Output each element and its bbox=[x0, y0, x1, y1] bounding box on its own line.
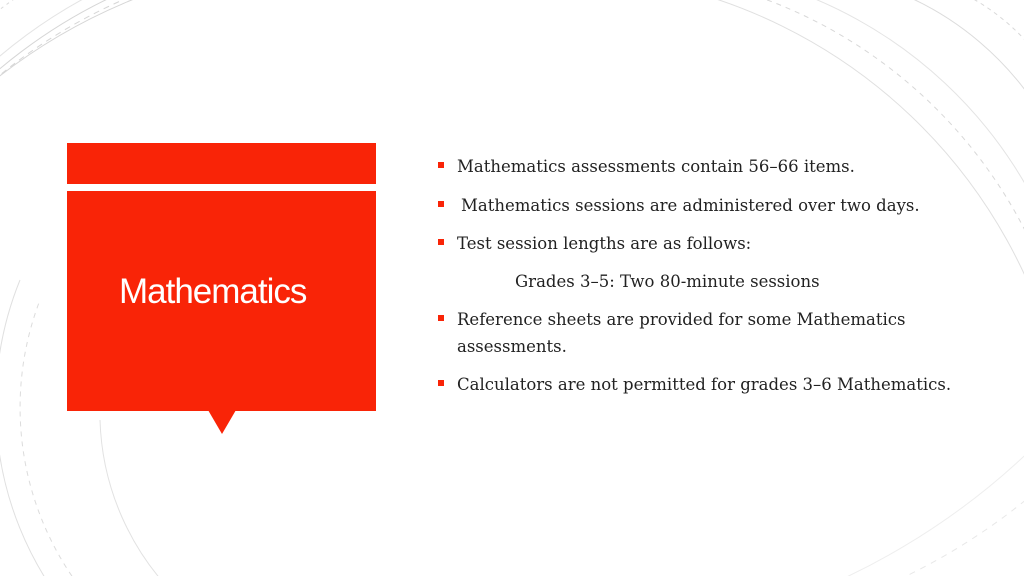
square-bullet-icon bbox=[438, 315, 444, 321]
square-bullet-icon bbox=[438, 239, 444, 245]
square-bullet-icon bbox=[438, 162, 444, 168]
list-item bbox=[438, 192, 958, 219]
title-box bbox=[67, 191, 376, 411]
square-bullet-icon bbox=[438, 201, 444, 207]
list-item bbox=[438, 306, 958, 360]
title-pointer-icon bbox=[208, 410, 236, 434]
list-item-text: Test session lengths are as follows: bbox=[457, 234, 752, 253]
list-item bbox=[438, 153, 958, 180]
list-item-text: Mathematics sessions are administered over two days. bbox=[461, 196, 920, 215]
list-item-text: Mathematics assessments contain 56–66 items. bbox=[457, 157, 855, 176]
list-item bbox=[438, 230, 958, 257]
slide-title: Mathematics bbox=[119, 272, 307, 311]
list-item bbox=[438, 371, 958, 398]
list-item-text: Calculators are not permitted for grades 3–6 Mathematics. bbox=[457, 375, 952, 394]
square-bullet-icon bbox=[438, 380, 444, 386]
sub-item-grades: Grades 3–5: Two 80-minute sessions bbox=[515, 272, 820, 291]
list-item-text: Reference sheets are provided for some Mathematics assessments. bbox=[457, 310, 906, 356]
title-accent-bar bbox=[67, 143, 376, 184]
